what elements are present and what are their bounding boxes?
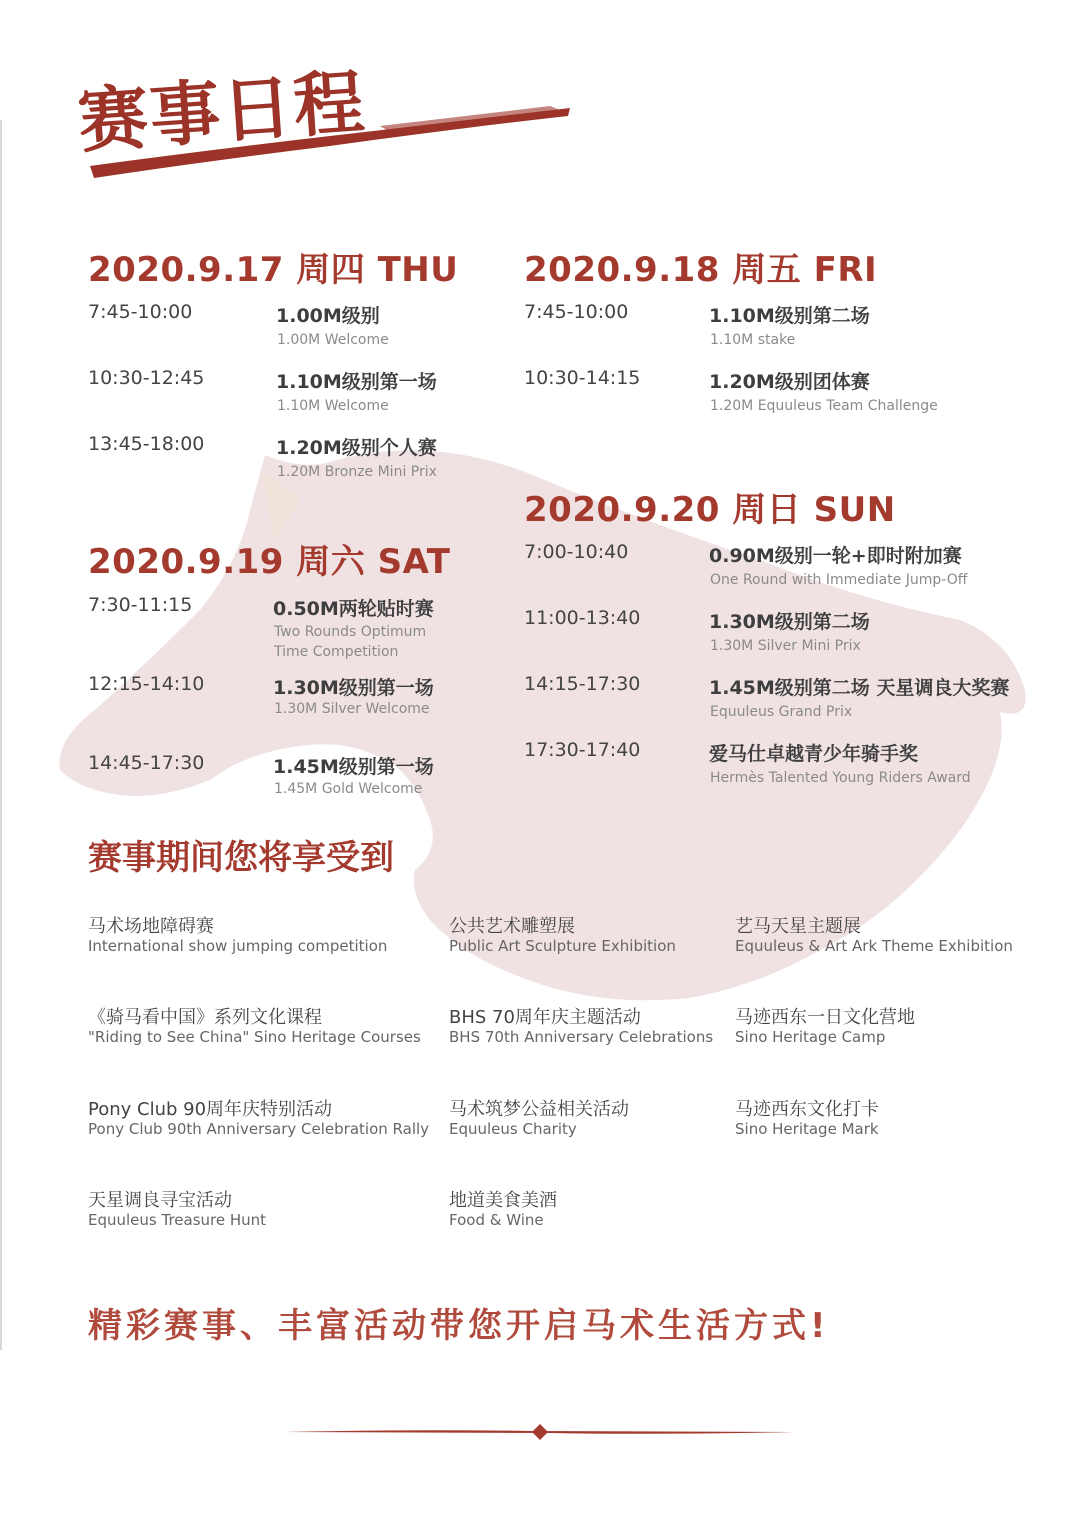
event-title-cn: 爱马仕卓越青少年骑手奖 <box>709 743 919 765</box>
day-heading-sat: 2020.9.19 周六 SAT <box>88 542 451 582</box>
event-title-cn: 1.45M级别第一场 <box>273 756 434 778</box>
activity-title-en: Public Art Sculpture Exhibition <box>449 937 676 955</box>
activity-title-cn: BHS 70周年庆主题活动 <box>449 1007 641 1028</box>
activity-title-cn: 《骑马看中国》系列文化课程 <box>88 1007 322 1028</box>
event-title-en: 1.10M stake <box>710 332 796 348</box>
activity-title-cn: 艺马天星主题展 <box>735 916 861 937</box>
activity-title-en: International show jumping competition <box>88 937 388 955</box>
activity-title-cn: Pony Club 90周年庆特别活动 <box>88 1099 333 1120</box>
event-time: 14:15-17:30 <box>524 673 641 695</box>
event-title-en: 1.20M Equuleus Team Challenge <box>710 398 938 414</box>
footer-divider-ornament <box>285 1420 795 1444</box>
event-time: 14:45-17:30 <box>88 752 205 774</box>
activity-title-en: Food & Wine <box>449 1211 544 1229</box>
event-time: 12:15-14:10 <box>88 673 205 695</box>
activity-title-cn: 天星调良寻宝活动 <box>88 1190 232 1211</box>
event-title-en: Hermès Talented Young Riders Award <box>710 770 971 786</box>
event-title-en-line2: Time Competition <box>274 644 399 660</box>
event-title-en: 1.30M Silver Mini Prix <box>710 638 861 654</box>
event-title-en: Two Rounds Optimum <box>274 624 427 640</box>
event-time: 7:45-10:00 <box>88 301 193 323</box>
activity-title-en: Equuleus & Art Ark Theme Exhibition <box>735 937 1013 955</box>
activity-title-cn: 马迹西东一日文化营地 <box>735 1007 915 1028</box>
event-title-cn: 1.10M级别第二场 <box>709 305 870 327</box>
event-time: 7:45-10:00 <box>524 301 629 323</box>
event-title-en: Equuleus Grand Prix <box>710 704 853 720</box>
activity-title-en: Sino Heritage Mark <box>735 1120 879 1138</box>
event-title-cn: 1.00M级别 <box>276 305 380 327</box>
activity-title-cn: 马术筑梦公益相关活动 <box>449 1099 629 1120</box>
event-title-en: 1.20M Bronze Mini Prix <box>277 464 437 480</box>
event-title-en: 1.30M Silver Welcome <box>274 701 430 717</box>
event-title-cn: 0.50M两轮贴时赛 <box>273 598 434 620</box>
activities-heading: 赛事期间您将享受到 <box>88 838 394 878</box>
schedule-title: 赛事日程 <box>75 59 369 163</box>
event-time: 17:30-17:40 <box>524 739 641 761</box>
slogan: 精彩赛事、丰富活动带您开启马术生活方式! <box>88 1306 830 1346</box>
event-title-en: One Round with Immediate Jump-Off <box>710 572 968 588</box>
activity-title-cn: 马迹西东文化打卡 <box>735 1099 879 1120</box>
activity-title-en: Equuleus Charity <box>449 1120 577 1138</box>
event-title-cn: 1.30M级别第一场 <box>273 677 434 699</box>
event-time: 7:30-11:15 <box>88 594 193 616</box>
activity-title-cn: 公共艺术雕塑展 <box>449 916 575 937</box>
event-title-cn: 1.10M级别第一场 <box>276 371 437 393</box>
event-title-cn: 1.45M级别第二场 天星调良大奖赛 <box>709 677 1010 699</box>
event-title-cn: 1.30M级别第二场 <box>709 611 870 633</box>
event-title-en: 1.10M Welcome <box>277 398 389 414</box>
event-title-en: 1.00M Welcome <box>277 332 389 348</box>
day-heading-fri: 2020.9.18 周五 FRI <box>524 250 878 290</box>
event-title-cn: 1.20M级别团体赛 <box>709 371 870 393</box>
activity-title-en: Pony Club 90th Anniversary Celebration Rally <box>88 1120 430 1138</box>
activity-title-en: "Riding to See China" Sino Heritage Courses <box>88 1028 421 1046</box>
event-title-en: 1.45M Gold Welcome <box>274 781 423 797</box>
event-time: 7:00-10:40 <box>524 541 629 563</box>
day-heading-thu: 2020.9.17 周四 THU <box>88 250 459 290</box>
activity-title-en: BHS 70th Anniversary Celebrations <box>449 1028 714 1046</box>
activity-title-cn: 地道美食美酒 <box>449 1190 557 1211</box>
activity-title-en: Sino Heritage Camp <box>735 1028 886 1046</box>
event-title-cn: 0.90M级别一轮+即时附加赛 <box>709 545 962 567</box>
activity-title-en: Equuleus Treasure Hunt <box>88 1211 267 1229</box>
activity-title-cn: 马术场地障碍赛 <box>88 916 214 937</box>
day-heading-sun: 2020.9.20 周日 SUN <box>524 490 896 530</box>
event-time: 10:30-12:45 <box>88 367 205 389</box>
event-title-cn: 1.20M级别个人赛 <box>276 437 437 459</box>
event-time: 11:00-13:40 <box>524 607 641 629</box>
event-time: 10:30-14:15 <box>524 367 641 389</box>
event-time: 13:45-18:00 <box>88 433 205 455</box>
